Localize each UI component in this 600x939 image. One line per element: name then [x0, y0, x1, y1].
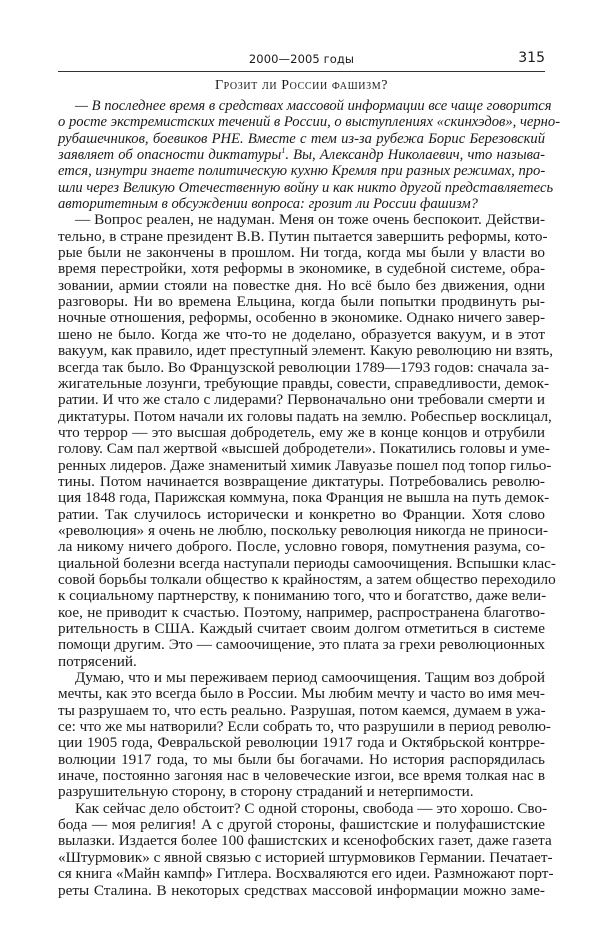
paragraph-line: реты Сталина. В некоторых средствах массовой информации можно заме-	[58, 881, 545, 899]
paragraph-line: тельно, в стране президент В.В. Путин пытается завершить реформы, кото-	[58, 227, 548, 245]
paragraph-line: шено не было. Когда же что-то не доделано, образуется вакуум, и в этот	[58, 325, 545, 343]
page-number: 315	[518, 50, 545, 66]
paragraph-line: иначе, постоянно загоняя нас в человеческие изгои, все время толкая нас в	[58, 767, 545, 785]
question-line-head: заявляет об опасности диктатуры	[58, 147, 282, 164]
paragraph-line: Думаю, что и мы переживаем период самоочищения. Тащим воз доброй	[75, 669, 545, 687]
paragraph-line: диктатуры. Потом начали их головы падать на землю. Робеспьер восклицал,	[58, 407, 552, 425]
paragraph-line: ратии. Так случилось исторически и конкретно во Франции. Хотя слово	[58, 505, 545, 523]
paragraph-line: Как сейчас дело обстоит? С одной стороны, свобода — это хорошо. Сво-	[75, 799, 548, 817]
paragraph-line: ратии. И что же стало с лидерами? Первоначально они требовали смерти и	[58, 391, 545, 409]
paragraph-line: ция 1848 года, Парижская коммуна, пока Франция не вышла на путь демок-	[58, 489, 550, 507]
question-line: шли через Великую Отечественную войну и как никто другой представляетесь	[58, 179, 554, 196]
question-line: авторитетным в обсуждении вопроса: грозит ли России фашизм?	[58, 196, 478, 213]
question-line: о росте экстремистских течений в России, о выступлениях «скинхэдов», черно-	[58, 114, 561, 131]
paragraph-line: голову. Сам пал жертвой «высшей добродетели». Покатились головы и уме-	[58, 440, 550, 458]
question-line: — В последнее время в средствах массовой информации все чаще говорится	[75, 98, 552, 114]
paragraph-line: се: что же мы натворили? Если собрать то, что разрушили в период револю-	[58, 718, 551, 736]
footnote-marker[interactable]: 1	[281, 146, 286, 156]
paragraph-line: жигательные лозунги, требующие правды, совести, справедливости, демок-	[58, 374, 550, 392]
paragraph-line: ночные отношения, реформы, особенно в экономике. Однако ничего завер-	[58, 309, 545, 327]
paragraph-line: ла никому ничего доброго. После, условно говоря, помутнения разума, со-	[58, 538, 545, 556]
paragraph-line: к социальному партнерству, к пониманию того, что и богатство, даже вели-	[58, 587, 547, 605]
question-line: ется, изнутри знаете политическую кухню Кремля при разных режимах, про-	[58, 163, 546, 180]
question-line-tail: . Вы, Александр Николаевич, что называ-	[285, 147, 545, 164]
question-line: рубашечников, боевиков РНЕ. Вместе с тем из-за рубежа Борис Березовский	[58, 130, 545, 147]
paragraph-line: ренных лидеров. Даже знаменитый химик Лавуазье пошел под топор гильо-	[58, 456, 552, 474]
paragraph-line: время перестройки, хотя реформы в экономике, в судебной системе, обра-	[58, 260, 545, 278]
paragraph-line: что террор — это высшая добродетель, ему же в конце концов и отрубили	[58, 423, 545, 441]
paragraph-line: всегда так было. Во Французской революции 1789—1793 годов: сначала за-	[58, 358, 550, 376]
paragraph-line: совой борьбы толкали общество к крайностям, а затем общество переходило	[58, 570, 556, 588]
paragraph-line: вылазки. Издается более 100 фашистских и ксенофобских газет, даже газета	[58, 832, 552, 850]
body-text	[58, 98, 561, 899]
running-head	[58, 50, 545, 72]
paragraph-line: разрушительную сторону, в сторону страданий и нетерпимости.	[58, 783, 474, 801]
running-head-title: 2000—2005 годы	[248, 52, 355, 66]
paragraph-line: рые были не закончены в прошлом. Ни тогда, когда мы были у власти во	[58, 244, 545, 262]
paragraph-line: — Вопрос реален, не надуман. Меня он тоже очень беспокоит. Действи-	[75, 211, 545, 229]
paragraph-line: бода — моя религия! А с другой стороны, фашистские и полуфашистские	[58, 816, 545, 834]
paragraph-line: тины. Потом начинается возвращение диктатуры. Потребовались револю-	[58, 472, 545, 490]
paragraph-line: потрясений.	[58, 652, 137, 670]
question-line	[58, 147, 545, 163]
paragraph-line: ты разрушаем то, что есть реально. Разрушая, потом каемся, думаем в ужа-	[58, 701, 546, 719]
header-rule	[58, 71, 545, 72]
paragraph-line: вакуум, как правило, идет преступный элемент. Какую революцию ни взять,	[58, 342, 554, 360]
paragraph-line: зовании, армии стояли на повестке дня. Но всё было без движения, одни	[58, 276, 545, 294]
paragraph-line: циальной болезни всегда наступали периоды самоочищения. Вспышки клас-	[58, 554, 556, 572]
paragraph-line: мечты, как это всегда было в России. Мы любим мечту и часто во имя меч-	[58, 685, 545, 703]
paragraph-line: рительность в США. Каждый считает своим долгом отметиться в системе	[58, 620, 545, 637]
paragraph-line: кое, не приводит к счастью. Поэтому, например, распространена благотво-	[58, 603, 545, 621]
chapter-title: Грозит ли России фашизм?	[214, 78, 389, 93]
paragraph-line: ся книга «Майн кампф» Гитлера. Восхваляются его идеи. Размножают порт-	[58, 865, 554, 883]
paragraph-line: «революция» я очень не люблю, поскольку революция никогда не приноси-	[58, 521, 549, 539]
paragraph-line: помощи другим. Это — самоочищение, это плата за грехи революционных	[58, 636, 545, 654]
paragraph-line: «Штурмовик» с явной связью с историей штурмовиков Германии. Печатает-	[58, 848, 553, 866]
paragraph-line: ции 1905 года, Февральской революции 1917 года и Октябрьской контрре-	[58, 734, 545, 752]
paragraph-line: разговоры. Ни во времена Ельцина, когда были попытки продвинуть ры-	[58, 293, 545, 311]
paragraph-line: волюции 1917 года, то мы были бы богачами. Но история распорядилась	[58, 750, 545, 768]
